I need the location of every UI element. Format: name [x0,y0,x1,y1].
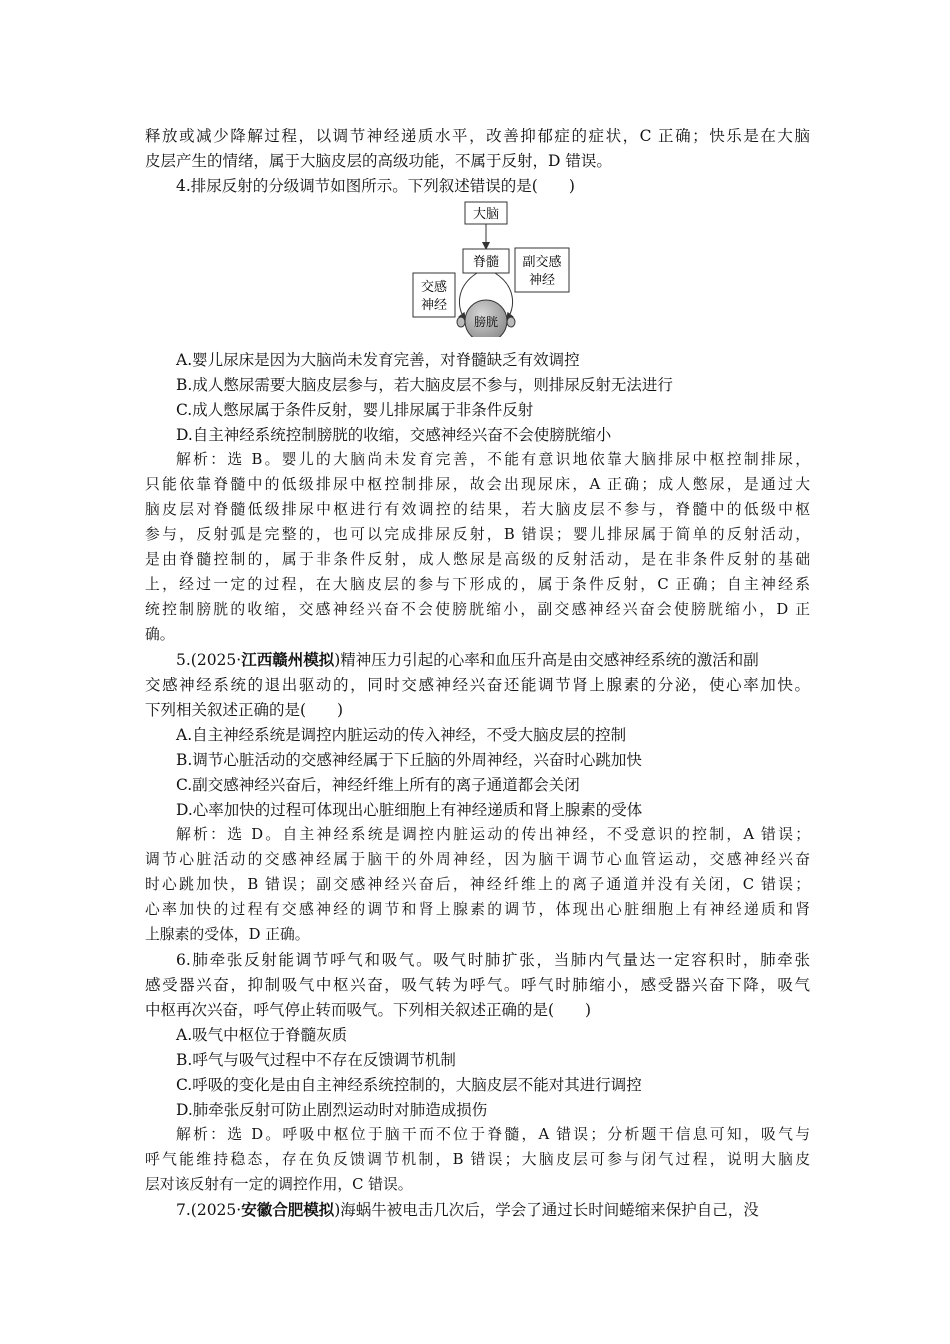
option-5b: B.调节心脏活动的交感神经属于下丘脑的外周神经，兴奋时心跳加快 [176,751,642,769]
option-6a: A.吸气中枢位于脊髓灰质 [176,1026,348,1044]
text-line: 交感神经系统的退出驱动的，同时交感神经兴奋还能调节肾上腺素的分泌，使心率加快。 [145,676,810,694]
spinal-label: 脊髓 [472,255,500,270]
parasympathetic-label-2: 神经 [528,273,556,288]
micturition-reflex-diagram [405,197,575,337]
text-line: 心率加快的过程有交感神经的调节和肾上腺素的调节，体现出心脏细胞上有神经递质和肾 [145,901,810,918]
question-4-stem: 4.排尿反射的分级调节如图所示。下列叙述错误的是( ) [176,177,575,195]
question-source: 安徽合肥模拟 [241,1200,335,1219]
option-4d: D.自主神经系统控制膀胱的收缩，交感神经兴奋不会使膀胱缩小 [176,426,612,444]
question-7-stem [176,1198,810,1223]
analysis-6: 解析：选 D。呼吸中枢位于脑干而不位于脊髓，A 错误；分析题干信息可知，吸气与 [176,1126,810,1143]
text-line: 中枢再次兴奋，呼气停止转而吸气。下列相关叙述正确的是( ) [145,1001,592,1019]
text-line: 确。 [145,626,175,643]
parasympathetic-label: 副交感 [522,255,562,270]
option-5d: D.心率加快的过程可体现出心脏细胞上有神经递质和肾上腺素的受体 [176,801,643,819]
bladder-ear-left [457,317,465,327]
bladder-label: 膀胱 [473,315,499,329]
text-line: 时心跳加快，B 错误；副交感神经兴奋后，神经纤维上的离子通道并没有关闭，C 错误； [145,876,810,893]
question-5-stem [176,648,810,673]
sympathetic-label: 交感 [420,280,448,295]
text-line: 上，经过一定的过程，在大脑皮层的参与下形成的，属于条件反射，C 正确；自主神经系 [145,576,810,593]
analysis-5: 解析：选 D。自主神经系统是调控内脏运动的传出神经，不受意识的控制，A 错误； [176,826,810,843]
text-line: 统控制膀胱的收缩，交感神经兴奋不会使膀胱缩小，副交感神经兴奋会使膀胱缩小，D 正 [145,601,810,618]
option-6d: D.肺牵张反射可防止剧烈运动时对肺造成损伤 [176,1101,488,1119]
option-4b: B.成人憋尿需要大脑皮层参与，若大脑皮层不参与，则排尿反射无法进行 [176,376,673,394]
option-5c: C.副交感神经兴奋后，神经纤维上所有的离子通道都会关闭 [176,776,580,794]
text-line: 感受器兴奋，抑制吸气中枢兴奋，吸气转为呼气。呼气时肺缩小，感受器兴奋下降，吸气 [145,976,810,994]
text-line: 脑皮层对脊髓低级排尿中枢进行有效调控的结果，若大脑皮层不参与，脊髓中的低级中枢 [145,501,810,518]
option-4a: A.婴儿尿床是因为大脑尚未发育完善，对脊髓缺乏有效调控 [176,351,580,369]
brain-label: 大脑 [472,207,500,222]
option-5a: A.自主神经系统是调控内脏运动的传入神经，不受大脑皮层的控制 [176,726,627,744]
text-line: 上腺素的受体，D 正确。 [145,926,310,943]
question-6-stem: 6.肺牵张反射能调节呼气和吸气。吸气时肺扩张，当肺内气量达一定容积时，肺牵张 [176,951,810,969]
option-6c: C.呼吸的变化是由自主神经系统控制的，大脑皮层不能对其进行调控 [176,1076,642,1094]
question-source: 江西赣州模拟 [241,650,335,669]
option-6b: B.呼气与吸气过程中不存在反馈调节机制 [176,1051,456,1069]
text-line: 皮层产生的情绪，属于大脑皮层的高级功能，不属于反射，D 错误。 [145,152,612,170]
sympathetic-label-2: 神经 [420,298,448,313]
question-number: 5.(2025· [176,651,242,669]
text-line: 只能依靠脊髓中的低级排尿中枢控制排尿，故会出现尿床，A 正确；成人憋尿，是通过大 [145,476,810,493]
text-line: 是由脊髓控制的，属于非条件反射，成人憋尿是高级的反射活动，是在非条件反射的基础 [145,551,810,568]
question-number: 7.(2025· [176,1201,242,1219]
text-line: 层对该反射有一定的调控作用，C 错误。 [145,1176,413,1193]
text-line: 参与，反射弧是完整的，也可以完成排尿反射，B 错误；婴儿排尿属于简单的反射活动， [145,526,810,543]
bladder-ear-right [507,317,515,327]
text-line: 下列相关叙述正确的是( ) [145,701,344,719]
question-text: )精神压力引起的心率和血压升高是由交感神经系统的激活和副 [334,651,759,669]
option-4c: C.成人憋尿属于条件反射，婴儿排尿属于非条件反射 [176,401,534,419]
analysis-4: 解析：选 B。婴儿的大脑尚未发育完善，不能有意识地依靠大脑排尿中枢控制排尿， [176,451,810,468]
text-line: 释放或减少降解过程，以调节神经递质水平，改善抑郁症的症状，C 正确；快乐是在大脑 [145,127,810,145]
text-line: 呼气能维持稳态，存在负反馈调节机制，B 错误；大脑皮层可参与闭气过程，说明大脑皮 [145,1151,810,1168]
text-line: 调节心脏活动的交感神经属于脑干的外周神经，因为脑干调节心血管运动，交感神经兴奋 [145,851,810,868]
question-text: )海蜗牛被电击几次后，学会了通过长时间蜷缩来保护自己，没 [334,1201,759,1219]
